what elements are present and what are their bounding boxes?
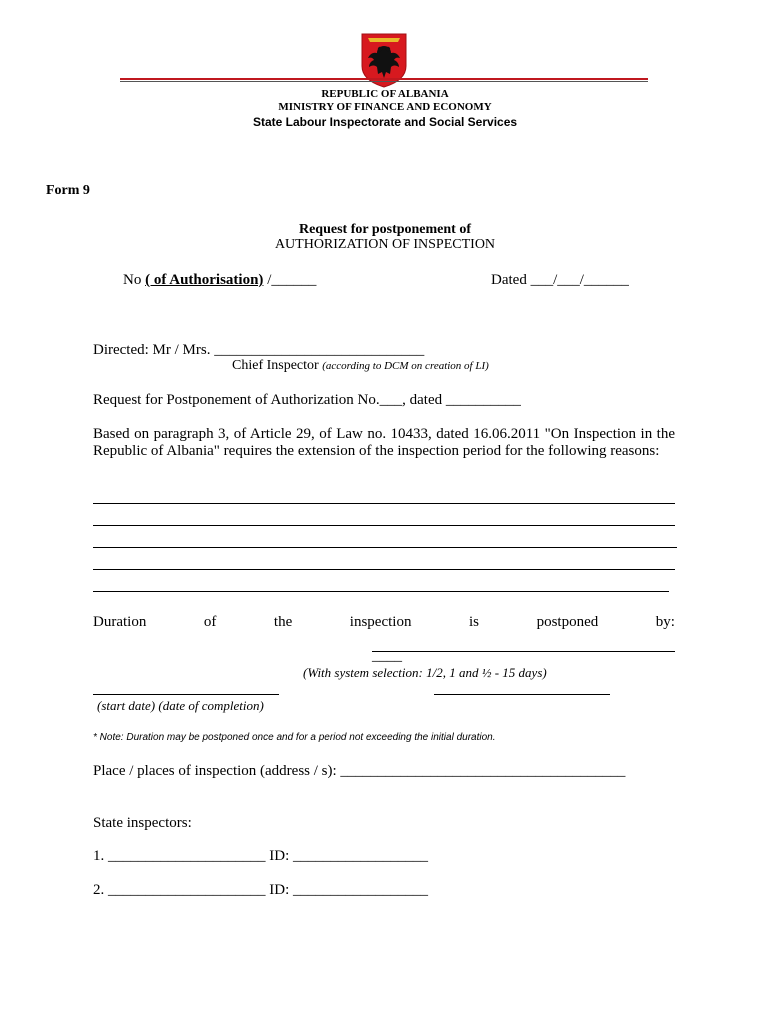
header-ministry: MINISTRY OF FINANCE AND ECONOMY [278,101,492,113]
reason-line [93,525,675,526]
reason-line [93,547,677,548]
duration-blank-line [372,651,675,652]
duration-word: inspection [349,614,412,630]
based-on-paragraph: Based on paragraph 3, of Article 29, of Law no. 10433, dated 16.06.2011 "On Inspection in the Republic of Albania" requires the extension of the inspection period for the following reasons: [93,426,675,459]
duration-line [93,614,675,631]
directed-line: Directed: Mr / Mrs. ____________________________ [93,342,425,358]
completion-date-line [434,694,610,695]
duration-note: * Note: Duration may be postponed once and for a period not exceeding the initial duration. [93,732,496,743]
duration-word: is [469,614,480,630]
duration-trailing-blank: ____ [372,648,402,664]
title-line-1: Request for postponement of [298,222,471,237]
header-rule-dark [120,81,648,82]
duration-word: of [203,614,217,630]
reason-line [93,591,669,592]
form-number: Form 9 [46,183,90,198]
place-line: Place / places of inspection (address / s): ______________________________________ [93,763,626,779]
title-line-2: AUTHORIZATION OF INSPECTION [274,237,496,252]
number-label: ( of Authorisation) [145,272,264,288]
reason-line [93,569,675,570]
system-selection-note: (With system selection: 1/2, 1 and ½ - 15 days) [303,665,547,680]
inspector-row: 2. _____________________ ID: __________________ [93,882,428,898]
state-inspectors-label: State inspectors: [93,815,192,831]
dates-label: (start date) (date of completion) [97,698,264,713]
header-agency: State Labour Inspectorate and Social Services [252,115,518,129]
number-suffix: /______ [263,272,317,288]
start-date-line [93,694,279,695]
chief-inspector-role: Chief Inspector [232,358,323,373]
duration-word: postponed [536,614,599,630]
chief-inspector-note: (according to DCM on creation of LI) [322,360,489,372]
duration-word: the [273,614,293,630]
duration-word: by: [655,614,675,630]
reason-line [93,503,675,504]
header-rule-red [120,78,648,80]
chief-inspector-line [232,358,489,374]
dated-line: Dated ___/___/______ [491,272,629,288]
inspector-row: 1. _____________________ ID: __________________ [93,848,428,864]
duration-word: Duration [93,614,147,630]
number-prefix: No [123,272,146,288]
header-country: REPUBLIC OF ALBANIA [321,88,449,100]
authorisation-number-line [123,272,316,289]
request-line: Request for Postponement of Authorization No.___, dated __________ [93,392,521,408]
